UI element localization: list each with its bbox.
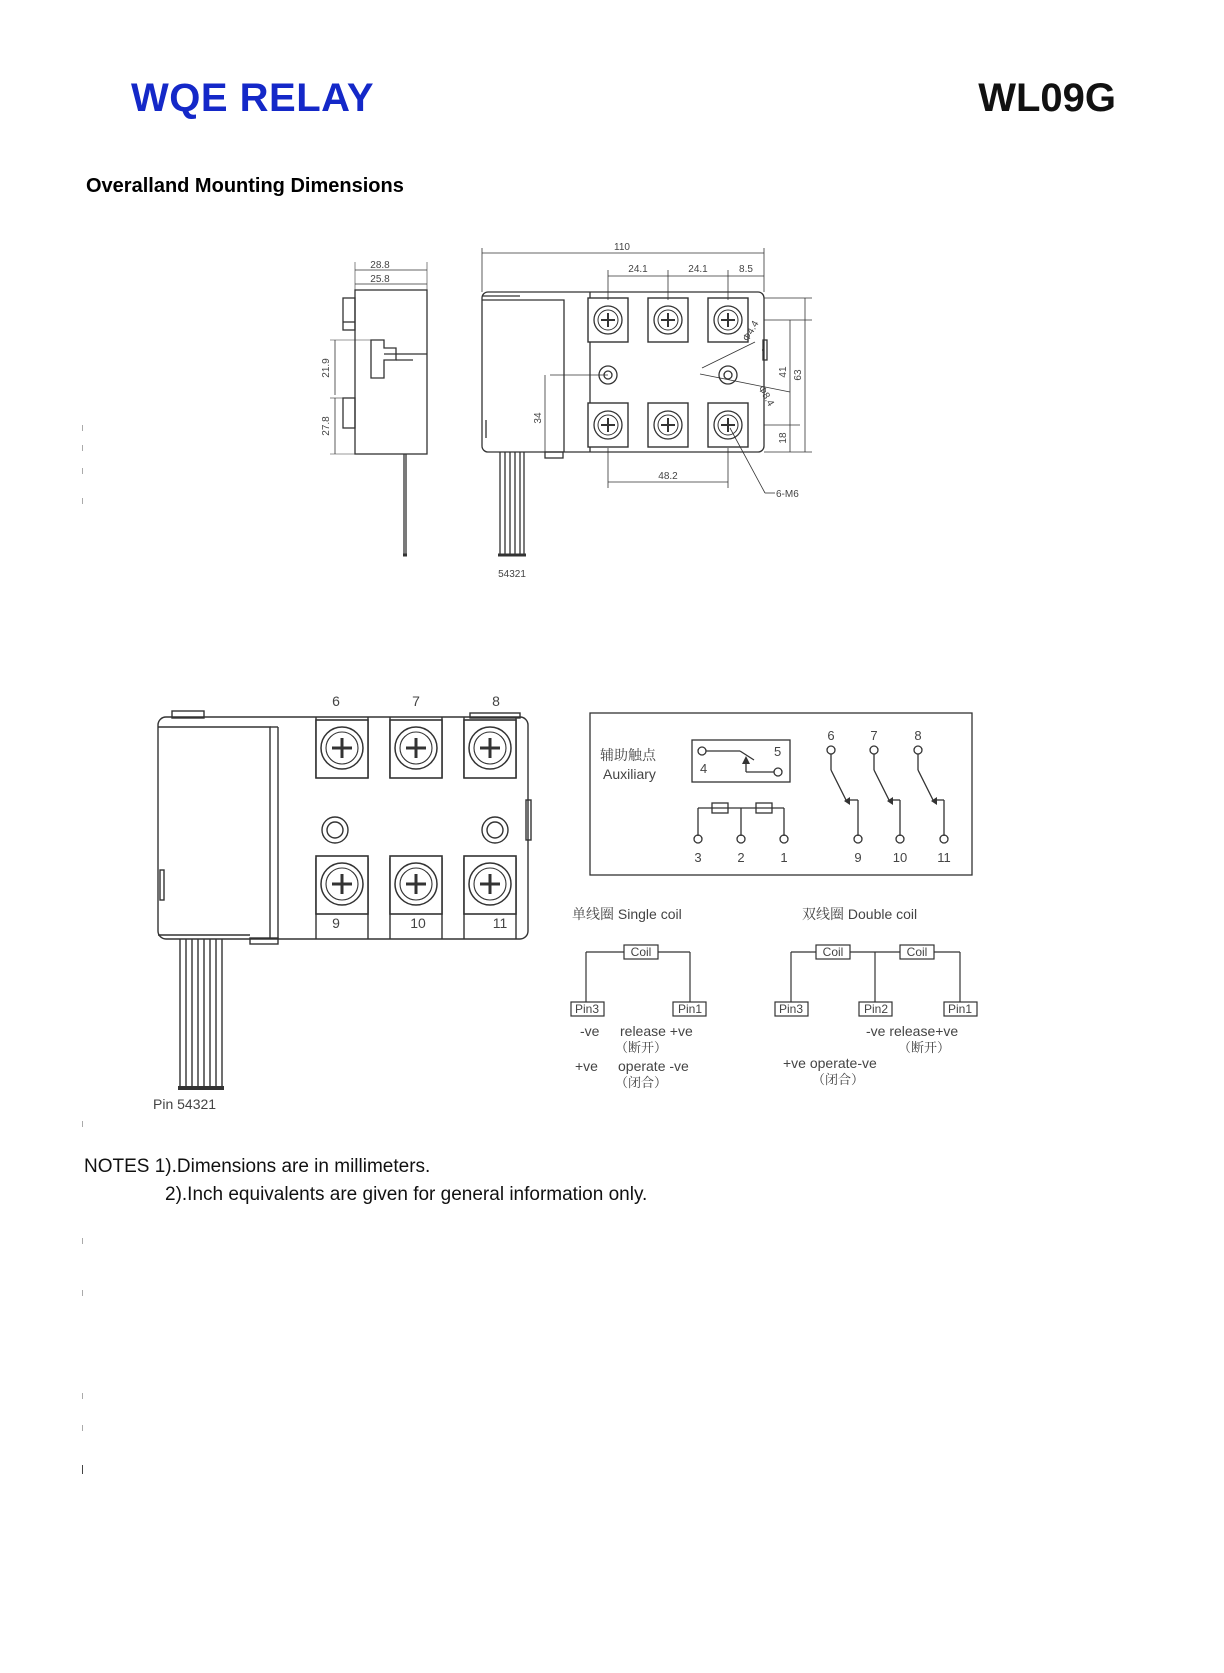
single-operate-right: operate -ve	[618, 1058, 689, 1074]
dim-bottom-edge: 18	[778, 432, 789, 444]
note-1: NOTES 1).Dimensions are in millimeters.	[84, 1156, 431, 1177]
double-release-cn: （断开）	[898, 1040, 951, 1055]
double-coil-title: 双线圈 Double coil	[802, 906, 918, 922]
aux-pin-5: 5	[774, 744, 782, 759]
margin-tick	[82, 1465, 83, 1474]
double-coil-label-1: Coil	[822, 945, 844, 959]
aux-label-en: Auxiliary	[603, 766, 656, 782]
coil-pin-2: 2	[737, 850, 745, 865]
dim-row-spacing: 41	[778, 366, 789, 378]
double-operate-cn: （闭合）	[812, 1072, 865, 1087]
dim-hole-small: Φ4.4	[741, 319, 762, 344]
terminal-label-8: 8	[492, 693, 500, 709]
single-operate-left: +ve	[575, 1058, 598, 1074]
double-operate: +ve operate-ve	[783, 1055, 877, 1071]
main-pin-9: 9	[854, 850, 862, 865]
aux-label-cn: 辅助触点	[600, 747, 656, 763]
dim-total-width: 110	[614, 242, 630, 253]
single-pin3: Pin3	[574, 1002, 600, 1016]
single-operate-cn: （闭合）	[615, 1075, 668, 1090]
margin-tick	[82, 445, 83, 451]
notes-block	[84, 1153, 647, 1209]
section-title: Overalland Mounting Dimensions	[86, 175, 404, 197]
margin-tick	[82, 1393, 83, 1399]
terminal-label-6: 6	[332, 693, 340, 709]
dim-side-inner: 25.8	[370, 274, 390, 285]
note-2: 2).Inch equivalents are given for general information only.	[165, 1184, 648, 1205]
dim-hole-spacing: 48.2	[658, 471, 678, 482]
double-coil-label-2: Coil	[906, 945, 928, 959]
dim-hole-large: Φ8.4	[755, 384, 776, 409]
double-release: -ve release+ve	[866, 1023, 959, 1039]
main-pin-8: 8	[914, 728, 922, 743]
single-release-cn: （断开）	[615, 1040, 668, 1055]
front-dimension-lines	[482, 248, 812, 493]
margin-tick	[82, 1425, 83, 1431]
single-pin1: Pin1	[677, 1002, 703, 1016]
screw-label: 6-M6	[776, 489, 799, 500]
single-coil-title: 单线圈 Single coil	[572, 906, 682, 922]
margin-tick	[82, 1238, 83, 1244]
dim-pitch-1: 24.1	[628, 264, 648, 275]
aux-pin-4: 4	[700, 761, 708, 776]
margin-tick	[82, 1121, 83, 1127]
terminal-label-9: 9	[332, 915, 340, 931]
main-pin-7: 7	[870, 728, 878, 743]
main-pin-10: 10	[892, 850, 908, 865]
side-view-drawing	[330, 262, 427, 555]
terminal-label-7: 7	[412, 693, 420, 709]
double-pin1: Pin1	[947, 1002, 973, 1016]
margin-tick	[82, 425, 83, 431]
coil-pin-3: 3	[694, 850, 702, 865]
dim-pitch-2: 24.1	[688, 264, 708, 275]
margin-tick	[82, 1290, 83, 1296]
dim-height: 63	[793, 369, 804, 381]
single-release-right: release +ve	[620, 1023, 693, 1039]
single-coil-label: Coil	[630, 945, 652, 959]
margin-tick	[82, 468, 83, 474]
dim-side-width: 28.8	[370, 260, 390, 271]
brand-title: WQE RELAY	[131, 76, 375, 120]
dim-edge: 8.5	[739, 264, 753, 275]
main-pin-11: 11	[937, 850, 951, 865]
terminal-label-11: 11	[492, 915, 508, 931]
main-pin-6: 6	[827, 728, 835, 743]
dim-hole-height: 34	[533, 412, 544, 424]
dim-side-lower: 27.8	[321, 416, 332, 436]
bottom-pin-label: Pin 54321	[153, 1096, 217, 1112]
double-pin3: Pin3	[778, 1002, 804, 1016]
model-number: WL09G	[978, 76, 1116, 120]
margin-tick	[82, 498, 83, 504]
double-pin2: Pin2	[863, 1002, 889, 1016]
terminal-label-10: 10	[410, 915, 426, 931]
single-release-left: -ve	[580, 1023, 600, 1039]
dim-side-upper: 21.9	[321, 358, 332, 378]
top-pin-label: 54321	[498, 569, 526, 580]
coil-pin-1: 1	[780, 850, 788, 865]
